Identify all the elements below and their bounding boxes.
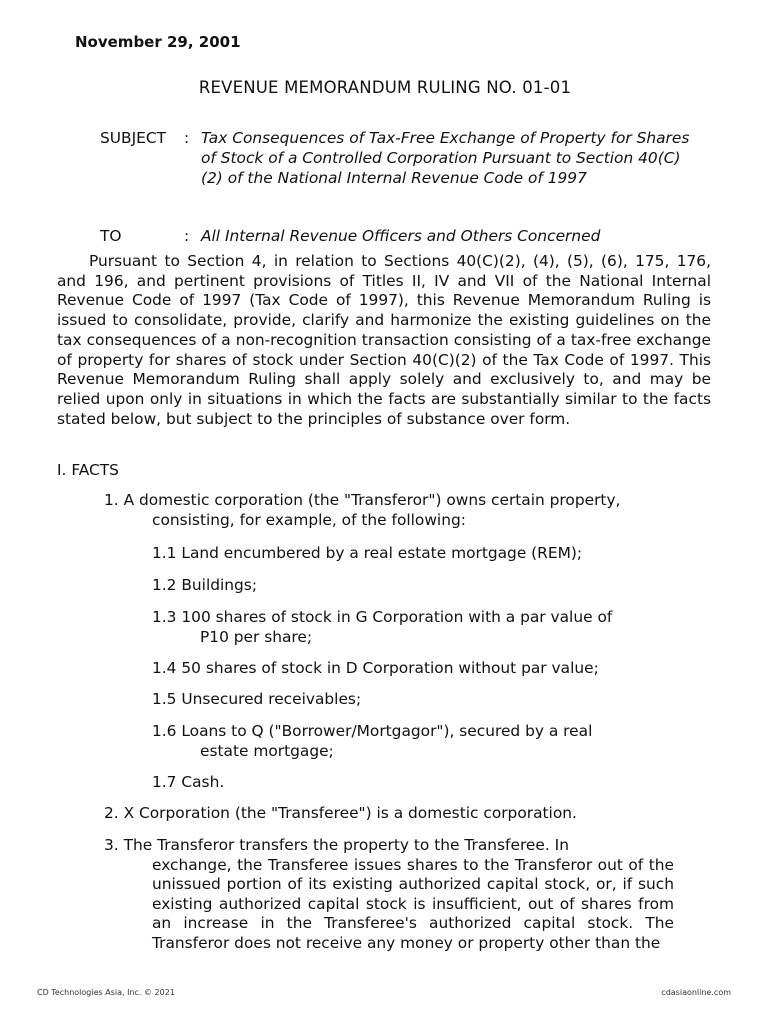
fact-subitem-1-1: 1.1 Land encumbered by a real estate mortgage (REM); — [152, 544, 583, 562]
fact-subitem-1-4: 1.4 50 shares of stock in D Corporation without par value; — [152, 659, 599, 677]
fact-item-3-continuation: exchange, the Transferee issues shares to the Transferor out of the unissued portion of its existing authorized capital stock, or, if such existing authorized capital stock is insufficient, out of shares from an increase in the Transferee's authorized capital stock. The Transferor does not receive any money or property other than the — [152, 855, 674, 952]
footer-website: cdasiaonline.com — [661, 988, 731, 997]
subject-label: SUBJECT — [100, 129, 167, 147]
fact-subitem-1-2: 1.2 Buildings; — [152, 576, 258, 594]
fact-subitem-1-7: 1.7 Cash. — [152, 773, 225, 791]
to-colon: : — [184, 227, 190, 245]
section-heading-facts: I. FACTS — [57, 461, 119, 479]
fact-item-1 — [104, 491, 674, 530]
fact-subitem-1-3-continuation: P10 per share; — [200, 627, 313, 646]
fact-item-3-text: 3. The Transferor transfers the property to the Transferee. In — [104, 836, 569, 854]
subject-value: Tax Consequences of Tax-Free Exchange of Property for Shares of Stock of a Controlled Corporation Pursuant to Section 40(C)(2) of the National Internal Revenue Code of 1997 — [201, 129, 690, 187]
fact-item-1-text: 1. A domestic corporation (the "Transferor") owns certain property, — [104, 491, 621, 509]
to-value: All Internal Revenue Officers and Others Concerned — [201, 227, 601, 245]
intro-paragraph: Pursuant to Section 4, in relation to Sections 40(C)(2), (4), (5), (6), 175, 176, and 196, and pertinent provisions of Titles II, IV and VII of the National Internal Revenue Code of 1997 (Tax Code of 1997), this Revenue Memorandum Ruling is issued to consolidate, provide, clarify and harmonize the existing guidelines on the tax consequences of a non-recognition transaction consisting of a tax-free exchange of property for shares of stock under Section 40(C)(2) of the Tax Code of 1997. This Revenue Memorandum Ruling shall apply solely and exclusively to, and may be relied upon only in situations in which the facts are substantially similar to the facts stated below, but subject to the principles of substance over form. — [57, 252, 711, 428]
document-title: REVENUE MEMORANDUM RULING NO. 01-01 — [198, 78, 572, 97]
fact-subitem-1-3-text: 1.3 100 shares of stock in G Corporation with a par value of — [152, 608, 613, 626]
fact-item-3 — [104, 836, 674, 954]
subject-colon: : — [184, 129, 190, 147]
fact-subitem-1-3 — [152, 608, 672, 647]
fact-subitem-1-6-continuation: estate mortgage; — [200, 741, 334, 760]
fact-subitem-1-5: 1.5 Unsecured receivables; — [152, 690, 362, 708]
footer-copyright: CD Technologies Asia, Inc. © 2021 — [37, 988, 175, 997]
fact-subitem-1-6-text: 1.6 Loans to Q ("Borrower/Mortgagor"), secured by a real — [152, 722, 593, 740]
document-date: November 29, 2001 — [75, 33, 241, 51]
fact-item-1-continuation: consisting, for example, of the following: — [152, 510, 466, 529]
fact-subitem-1-6 — [152, 722, 672, 761]
to-label: TO — [100, 227, 122, 245]
fact-item-2: 2. X Corporation (the "Transferee") is a domestic corporation. — [104, 804, 577, 822]
